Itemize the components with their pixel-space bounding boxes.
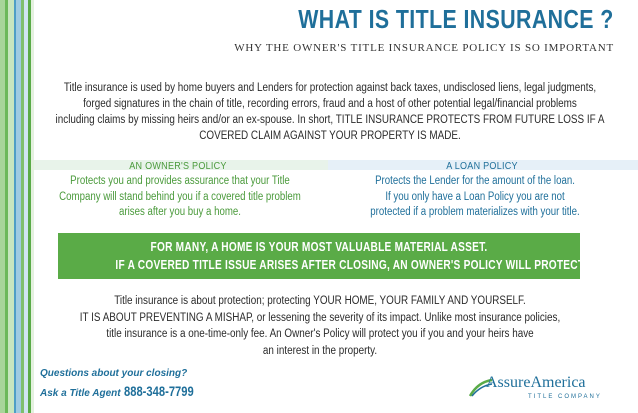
page-subtitle: WHY THE OWNER'S TITLE INSURANCE POLICY IS SO IMPORTANT <box>234 42 614 54</box>
banner-line: FOR MANY, A HOME IS YOUR MOST VALUABLE MATERIAL ASSET. <box>150 239 488 254</box>
outro-line: an interest in the property. <box>262 344 378 357</box>
loan-policy-line: Protects the Lender for the amount of the loan. <box>375 175 575 187</box>
owner-policy-line: Protects you and provides assurance that your Title <box>70 175 290 187</box>
owner-policy-heading: AN OWNER'S POLICY <box>129 160 227 172</box>
decorative-stripes <box>0 0 34 413</box>
banner-line: IF A COVERED TITLE ISSUE ARISES AFTER CLOSING, AN OWNER'S POLICY WILL PROTECT YOU. <box>115 257 613 272</box>
owner-policy-description <box>54 174 306 221</box>
footer-contact <box>40 383 211 399</box>
loan-policy-description <box>353 174 597 221</box>
company-logo <box>468 374 618 404</box>
owner-policy-line: Company will stand behind you if a covered title problem <box>59 190 301 203</box>
owner-policy-line: arises after you buy a home. <box>119 206 241 218</box>
outro-paragraph <box>79 293 561 359</box>
phone-number[interactable]: 888-348-7799 <box>123 383 194 399</box>
highlight-banner <box>58 233 613 279</box>
intro-paragraph <box>55 80 605 144</box>
outro-line: IT IS ABOUT PREVENTING A MISHAP, or lessening the severity of its impact. Unlike most insurance policies, <box>79 311 561 324</box>
footer-ask-label: Ask a Title Agent <box>40 388 121 399</box>
intro-line: forged signatures in the chain of title, recording errors, fraud and a host of other potential legal/financial problems <box>83 98 577 110</box>
loan-policy-heading: A LOAN POLICY <box>446 160 518 172</box>
outro-line: Title insurance is about protection; protecting YOUR HOME, YOUR FAMILY AND YOURSELF. <box>114 295 526 307</box>
logo-name: AssureAmerica <box>486 374 586 391</box>
intro-line-emphasis: TITLE INSURANCE PROTECTS FROM FUTURE LOSS IF A <box>335 114 605 126</box>
intro-line: Title insurance is used by home buyers and Lenders for protection against back taxes, undisclosed liens, legal judgments, <box>63 82 597 94</box>
intro-line-text: including claims by missing heirs and/or an ex-spouse. In short, <box>55 114 336 126</box>
loan-policy-line: If you only have a Loan Policy you are not <box>385 190 565 203</box>
page-title: WHAT IS TITLE INSURANCE ? <box>298 4 614 34</box>
logo-tagline: TITLE COMPANY <box>528 394 602 400</box>
footer-question: Questions about your closing? <box>40 368 188 379</box>
loan-policy-line: protected if a problem materializes with your title. <box>370 206 580 218</box>
intro-line: COVERED CLAIM AGAINST YOUR PROPERTY IS MADE. <box>199 130 461 142</box>
intro-line <box>55 112 605 128</box>
outro-line: title insurance is a one-time-only fee. An Owner's Policy will protect you if you and your heirs have <box>106 328 534 340</box>
